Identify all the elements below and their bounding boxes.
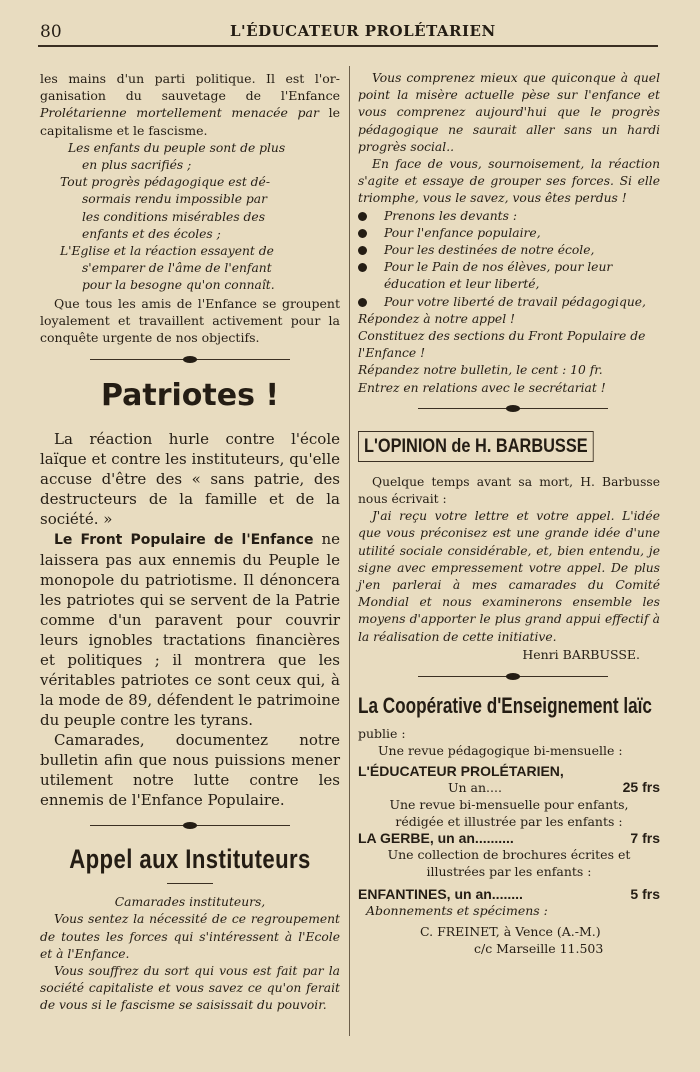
header-rule: [38, 45, 658, 47]
coop-account: c/c Marseille 11.503: [474, 940, 604, 956]
verse-line: pour la besogne qu'on connaît.: [82, 278, 275, 293]
appel-paragraph-1: Vous sentez la nécessité de ce regroupement de toutes les forces qui s'intéressent à l'Ecole et à l'Enfance.: [40, 912, 340, 961]
verse-line: les conditions misérables des: [82, 209, 266, 224]
appeal-continuation-2: En face de vous, sournoisement, la réaction s'agite et essaye de grouper ses forces. Si elle triomphe, vous le savez, vous êtes perdus !: [358, 157, 660, 206]
coop-item1-name: L'ÉDUCATEUR PROLÉTARIEN,: [358, 762, 564, 779]
action-list: [358, 208, 660, 311]
journal-title: L'ÉDUCATEUR PROLÉTARIEN: [230, 22, 496, 40]
patriotes-heading: Patriotes !: [100, 378, 280, 414]
list-item: Pour l'enfance populaire,: [358, 225, 660, 242]
call-line: Répondez à notre appel !: [358, 311, 515, 326]
ornament-divider: [40, 352, 340, 368]
barbusse-signature: Henri BARBUSSE.: [522, 646, 640, 662]
verse-line: s'emparer de l'âme de l'enfant: [82, 261, 272, 276]
appel-heading: Appel aux Instituteurs: [69, 844, 311, 875]
coop-publie: publie :: [358, 725, 406, 741]
intro-line: les mains d'un parti politique. Il est l'or-: [40, 71, 340, 86]
call-line: Entrez en relations avec le secrétariat !: [358, 380, 606, 395]
coop-item3-name: ENFANTINES, un an........: [358, 885, 523, 902]
list-item: Prenons les devants :: [358, 208, 660, 225]
appel-paragraph-2: Vous souffrez du sort qui vous est fait par la société capitaliste et vous savez ce qu'on ferait de vous si le fascisme se saisissait du pouvoir.: [40, 964, 340, 1013]
coop-address: C. FREINET, à Vence (A.-M.): [420, 923, 601, 939]
call-line: Constituez des sections du Front Populaire de l'Enfance !: [358, 329, 646, 361]
verse-line: L'Eglise et la réaction essayent de: [60, 244, 274, 259]
list-item: Pour le Pain de nos élèves, pour leur éducation et leur liberté,: [358, 259, 660, 293]
closing-paragraph: Que tous les amis de l'Enfance se groupent loyalement et travaillent activement pour la conquête urgente de nos objectifs.: [40, 295, 340, 346]
barbusse-quote: J'ai reçu votre lettre et votre appel. L'idée que vous préconisez est une grande idée d'une utilité sociale considérable, et, bien entendu, je signe avec empressement votre appel. De plus j'en parlerai à mes camarades du Comité Mondial et nous examinerons ensemble les moyens d'apporter le plus grand appui effectif à la réalisation de cette initiative.: [358, 509, 660, 644]
coop-item2-description: Une revue bi-mensuelle pour enfants,: [389, 796, 629, 812]
verse-line: en plus sacrifiés ;: [82, 158, 192, 173]
intro-line: ganisation du sauvetage de l'Enfance: [40, 88, 340, 104]
barbusse-heading: L'OPINION de H. BARBUSSE: [358, 431, 594, 462]
coop-item1-description: Une revue pédagogique bi-mensuelle :: [378, 742, 623, 758]
coop-item2-row: [358, 830, 660, 846]
patriotes-paragraph-3: Camarades, documentez notre bulletin afin que nous puissions mener utilement notre lutte contre les ennemis de l'Enfance Populaire.: [40, 731, 340, 810]
intro-line: le capitalisme et le fascisme.: [40, 105, 340, 138]
coop-item3-description: illustrées par les enfants :: [426, 863, 592, 879]
column-divider: [349, 66, 350, 1036]
appeal-continuation-1: Vous comprenez mieux que quiconque à quel point la misère actuelle pèse sur l'enfance et vous comprenez aujourd'hui que le progrès pédagogique ne saurait aller sans un hardi progrès social..: [358, 71, 660, 154]
list-item: Pour votre liberté de travail pédagogique,: [358, 294, 660, 311]
barbusse-intro: Quelque temps avant sa mort, H. Barbusse nous écrivait :: [358, 474, 660, 507]
ornament-divider: [358, 401, 660, 417]
appel-rule: [167, 883, 213, 884]
front-populaire-name: Le Front Populaire de l'Enfance: [54, 532, 314, 549]
list-item: Pour les destinées de notre école,: [358, 242, 660, 259]
right-column: [358, 70, 660, 957]
objectives-verse: [40, 140, 340, 295]
call-line: Répandez notre bulletin, le cent : 10 fr.: [358, 363, 603, 378]
calls-to-action: [358, 311, 660, 397]
verse-line: enfants et des écoles ;: [82, 226, 221, 241]
intro-line: Prolétarienne mortellement menacée par: [40, 105, 319, 121]
page-number: 80: [40, 22, 62, 42]
left-column: [40, 70, 340, 1015]
verse-line: Les enfants du peuple sont de plus: [68, 140, 286, 155]
coop-item2-description: rédigée et illustrée par les enfants :: [395, 813, 623, 829]
patriotes-paragraph-1: La réaction hurle contre l'école laïque et contre les instituteurs, qu'elle accuse d'être des « sans patrie, des destructeurs de la famille et de la société. »: [40, 430, 340, 529]
coop-item1-term: Un an....: [448, 779, 502, 795]
verse-line: sormais rendu impossible par: [82, 192, 268, 207]
coop-item2-name: LA GERBE, un an..........: [358, 829, 514, 846]
intro-paragraph: [40, 70, 340, 139]
coop-item1-price: 25 frs: [622, 778, 660, 795]
appel-salutation: Camarades instituteurs,: [114, 895, 266, 910]
coop-item3-price: 5 frs: [630, 885, 660, 902]
coop-item2-price: 7 frs: [630, 829, 660, 846]
verse-line: Tout progrès pédagogique est dé-: [60, 175, 270, 190]
coop-heading: La Coopérative d'Enseignement laïc: [358, 692, 652, 718]
patriotes-paragraph-2: Le Front Populaire de l'Enfance ne laissera pas aux ennemis du Peuple le monopole du patriotisme. Il dénoncera les patriotes qui se servent de la Patrie comme d'un paravent pour couvrir leurs ignobles tractations financières et politiques ; il montrera que les véritables patriotes ce sont ceux qui, à la mode de 89, défendent le patrimoine du peuple contre les tyrans.: [40, 530, 340, 730]
coop-item3-row: [358, 886, 660, 902]
ornament-divider: [40, 818, 340, 834]
ornament-divider: [358, 669, 660, 685]
coop-subscriptions: Abonnements et spécimens :: [366, 902, 548, 918]
coop-item3-description: Une collection de brochures écrites et: [387, 846, 631, 862]
coop-item1-price-row: [358, 779, 660, 796]
